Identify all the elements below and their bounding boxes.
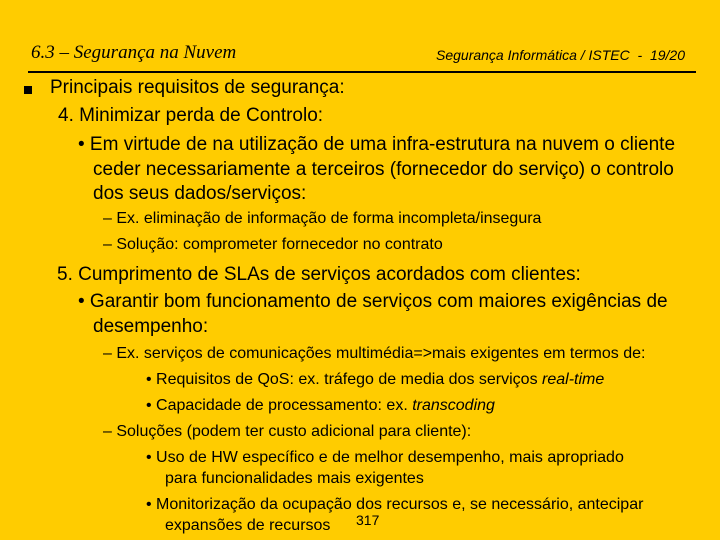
item-4-text-line-3: dos seus dados/serviços: — [93, 183, 307, 204]
item-5-text-line-2: desempenho: — [93, 316, 209, 337]
item-5-solution-hw-line-1: • Uso de HW específico e de melhor desempenho, mais apropriado — [146, 449, 624, 466]
item-4-text-line-1: • Em virtude de na utilização de uma infra-estrutura na nuvem o cliente — [78, 134, 676, 155]
item-5-example-qos — [146, 371, 604, 389]
header-course-info: Segurança Informática / ISTEC - 19/20 — [436, 47, 686, 63]
square-bullet-icon — [24, 86, 32, 94]
slide-title: 6.3 – Segurança na Nuvem — [31, 42, 237, 63]
qos-emphasis: real-time — [542, 371, 605, 388]
qos-text: • Requisitos de QoS: ex. tráfego de media dos serviços — [146, 371, 543, 388]
processing-text: • Capacidade de processamento: ex. — [146, 397, 413, 414]
item-5-solution-monitor-line-1: • Monitorização da ocupação dos recursos e, se necessário, antecipar — [146, 496, 644, 513]
item-5-example-processing — [146, 397, 495, 415]
header-divider — [28, 71, 696, 73]
item-5-text-line-1: • Garantir bom funcionamento de serviços com maiores exigências de — [78, 291, 668, 312]
item-4-example: – Ex. eliminação de informação de forma incompleta/insegura — [103, 210, 542, 227]
page-number: 317 — [356, 512, 380, 528]
item-4-heading: 4. Minimizar perda de Controlo: — [58, 105, 324, 126]
main-point: Principais requisitos de segurança: — [50, 77, 345, 98]
item-5-example: – Ex. serviços de comunicações multimédia=>mais exigentes em termos de: — [103, 345, 646, 362]
item-5-solutions: – Soluções (podem ter custo adicional para cliente): — [103, 423, 472, 440]
item-5-solution-hw-line-2: para funcionalidades mais exigentes — [165, 470, 424, 487]
item-4-text-line-2: ceder necessariamente a terceiros (fornecedor do serviço) o controlo — [93, 159, 674, 180]
item-4-solution: – Solução: comprometer fornecedor no contrato — [103, 236, 443, 253]
item-5-heading: 5. Cumprimento de SLAs de serviços acordados com clientes: — [57, 264, 581, 285]
processing-emphasis: transcoding — [412, 397, 495, 414]
item-5-solution-monitor-line-2: expansões de recursos — [165, 517, 331, 534]
